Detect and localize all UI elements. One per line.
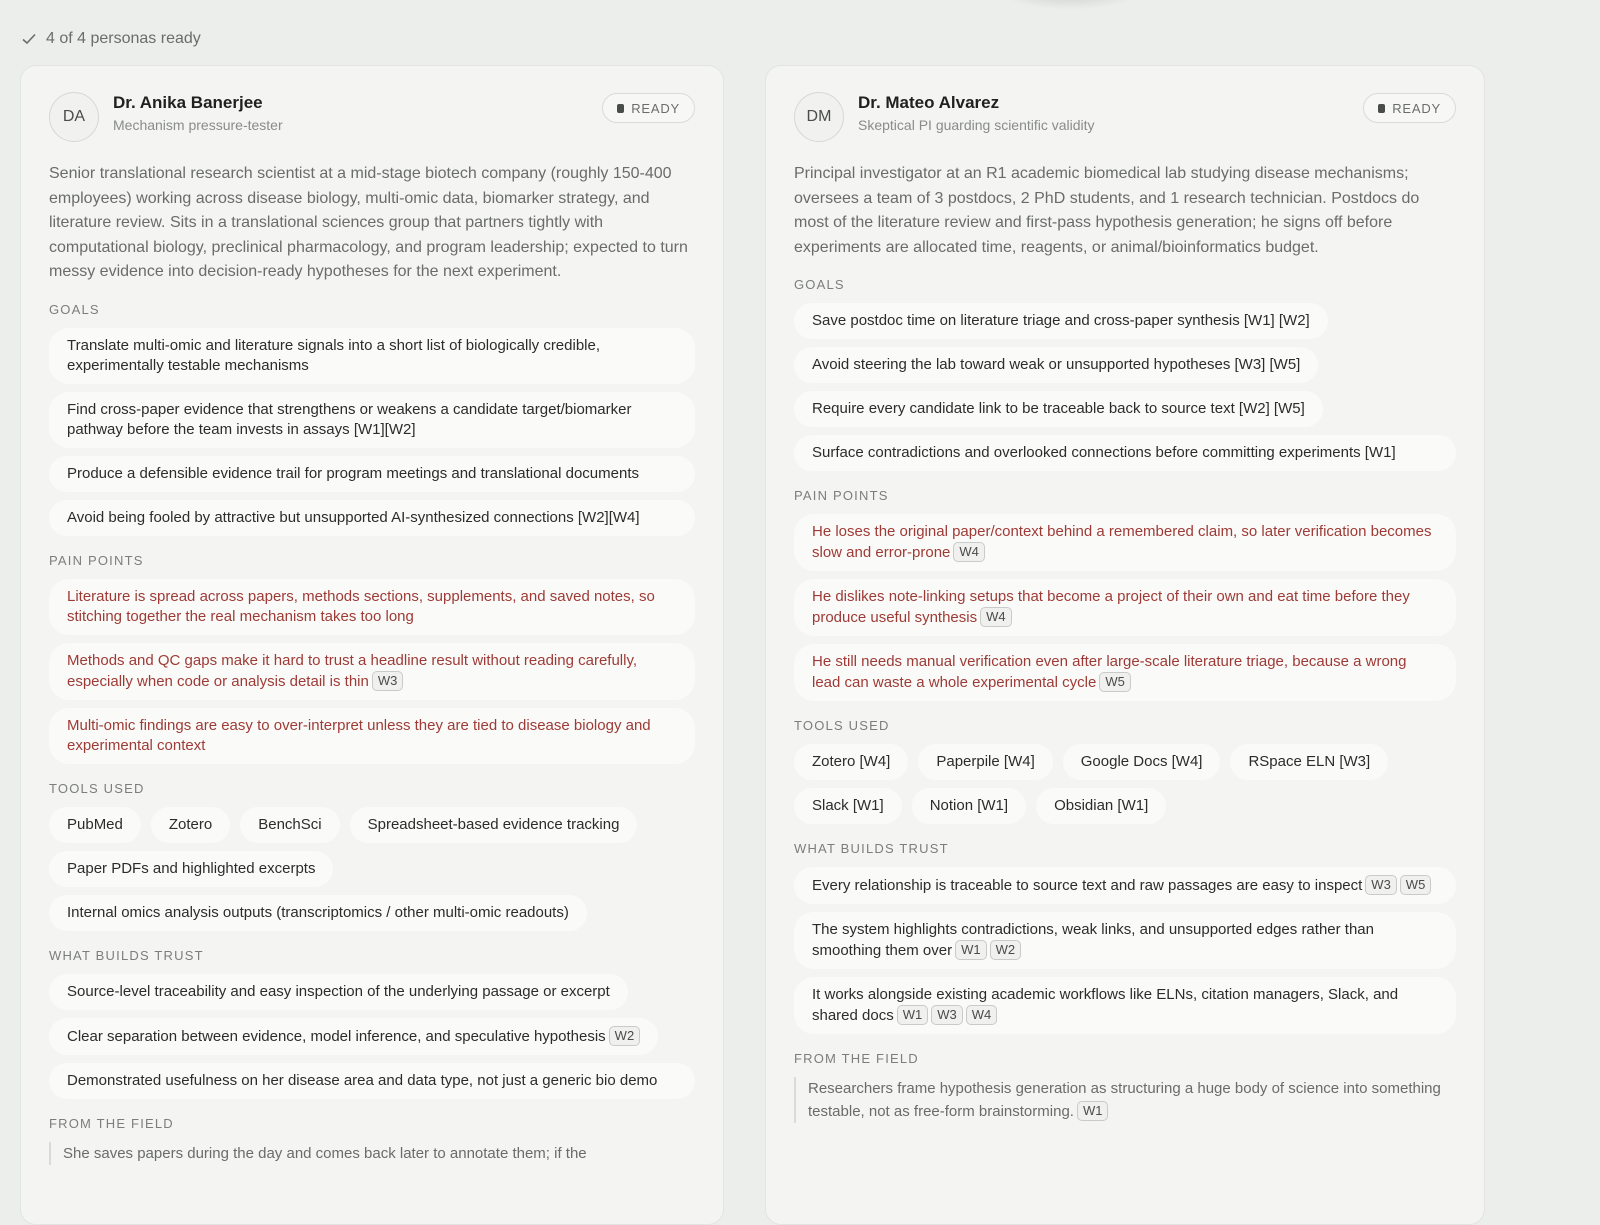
trust-item: [49, 1063, 695, 1099]
source-tag: W5: [1400, 875, 1432, 895]
field-heading: FROM THE FIELD: [49, 1115, 174, 1131]
persona-identity: [113, 92, 283, 133]
tools-list: [49, 807, 695, 931]
avatar: DA: [49, 92, 99, 142]
persona-name: Dr. Mateo Alvarez: [858, 93, 1000, 112]
trust-text: The system highlights contradictions, weak links, and unsupported edges rather than smoothing them over: [812, 921, 1374, 959]
field-heading: FROM THE FIELD: [794, 1051, 919, 1066]
goal-item: Produce a defensible evidence trail for program meetings and translational documents: [49, 456, 695, 492]
trust-text: Clear separation between evidence, model inference, and speculative hypothesis: [67, 1027, 606, 1045]
source-tag: W1: [897, 1005, 929, 1025]
status-badge-label: READY: [1392, 100, 1441, 116]
pain-point-item: [794, 579, 1456, 636]
tool-chip: Obsidian [W1]: [1036, 788, 1166, 824]
goals-list: [49, 328, 695, 536]
persona-card: [765, 65, 1485, 1225]
pain-point-item: [794, 514, 1456, 571]
goal-item: Find cross-paper evidence that strengthens or weakens a candidate target/biomarker pathway before the team invests in assays [W1][W2]: [49, 392, 695, 448]
trust-list: [49, 974, 695, 1099]
trust-item: [794, 867, 1456, 904]
trust-item: [794, 977, 1456, 1034]
persona-summary: Senior translational research scientist at a mid-stage biotech company (roughly 150-400 employees) working across disease biology, multi-omic data, biomarker strategy, and literature review. Sits in a translational sciences group that partners tightly with computational biology, preclinical pharmacology, and program leadership; expected to turn messy evidence into decision-ready hypotheses for the next experiment.: [49, 165, 688, 280]
avatar: DM: [794, 92, 844, 142]
persona-header: [49, 92, 695, 150]
field-quote-text: She saves papers during the day and comes back later to annotate them; if the: [63, 1144, 587, 1162]
pain-point-text: He dislikes note-linking setups that become a project of their own and eat time before they produce useful synthesis: [812, 588, 1410, 626]
goal-item: Save postdoc time on literature triage and cross-paper synthesis [W1] [W2]: [794, 303, 1328, 339]
goal-item: Translate multi-omic and literature signals into a short list of biologically credible, experimentally testable mechanisms: [49, 328, 695, 384]
pain-point-item: [49, 708, 695, 764]
pain-point-item: [49, 579, 695, 635]
source-tag: W3: [931, 1005, 963, 1025]
persona-card: [20, 65, 724, 1225]
trust-text: It works alongside existing academic workflows like ELNs, citation managers, Slack, and shared docs: [812, 986, 1399, 1024]
pain-point-item: [49, 643, 695, 700]
tool-chip: Spreadsheet-based evidence tracking: [350, 807, 638, 843]
source-tag: W3: [1365, 875, 1397, 895]
trust-text: Source-level traceability and easy inspection of the underlying passage or excerpt: [67, 982, 610, 1000]
pain-point-text: Literature is spread across papers, methods sections, supplements, and saved notes, so stitching together the real mechanism takes too long: [67, 587, 655, 625]
tool-chip: Slack [W1]: [794, 788, 902, 824]
tools-list: [794, 744, 1456, 824]
persona-identity: [858, 92, 1095, 133]
goal-item: Surface contradictions and overlooked connections before committing experiments [W1]: [794, 435, 1456, 471]
status-dot-icon: [617, 104, 624, 113]
trust-text: Demonstrated usefulness on her disease area and data type, not just a generic bio demo: [67, 1071, 658, 1089]
goal-item: Avoid steering the lab toward weak or unsupported hypotheses [W3] [W5]: [794, 347, 1318, 383]
pain-point-text: He still needs manual verification even after large-scale literature triage, because a wrong lead can waste a whole experimental cycle: [812, 653, 1407, 691]
source-tag: W1: [955, 940, 987, 960]
status-badge-label: READY: [631, 100, 680, 116]
status-badge: [1363, 93, 1456, 123]
field-quote: [794, 1077, 1456, 1123]
tool-chip: Internal omics analysis outputs (transcriptomics / other multi-omic readouts): [49, 895, 587, 931]
field-quote: [49, 1142, 695, 1165]
source-tag: W5: [1099, 672, 1131, 692]
goal-item: Avoid being fooled by attractive but unsupported AI-synthesized connections [W2][W4]: [49, 500, 695, 536]
check-icon: [20, 30, 38, 48]
tool-chip: Zotero [W4]: [794, 744, 908, 780]
goals-list: [794, 303, 1456, 471]
goal-item: Require every candidate link to be traceable back to source text [W2] [W5]: [794, 391, 1323, 427]
pain-points-heading: PAIN POINTS: [49, 552, 144, 568]
pain-point-text: Methods and QC gaps make it hard to trust a headline result without reading carefully, especially when code or analysis detail is thin: [67, 651, 638, 690]
persona-summary: Principal investigator at an R1 academic biomedical lab studying disease mechanisms; oversees a team of 3 postdocs, 2 PhD students, and 1 research technician. Postdocs do most of the literature review and first-pass hypothesis generation; he signs off before experiments are allocated time, reagents, or animal/bioinformatics budget.: [794, 165, 1420, 256]
trust-heading: WHAT BUILDS TRUST: [49, 947, 204, 963]
tool-chip: BenchSci: [240, 807, 339, 843]
tool-chip: Paperpile [W4]: [918, 744, 1052, 780]
pain-points-heading: PAIN POINTS: [794, 488, 889, 503]
goals-heading: GOALS: [49, 301, 100, 317]
trust-text: Every relationship is traceable to source text and raw passages are easy to inspect: [812, 877, 1363, 894]
source-tag: W2: [609, 1026, 641, 1046]
personas-status: [20, 30, 201, 48]
status-badge: [602, 93, 695, 123]
pain-point-text: Multi-omic findings are easy to over-interpret unless they are tied to disease biology and experimental context: [67, 716, 651, 754]
trust-list: [794, 867, 1456, 1034]
tool-chip: RSpace ELN [W3]: [1230, 744, 1388, 780]
source-tag: W4: [966, 1005, 998, 1025]
persona-name: Dr. Anika Banerjee: [113, 93, 263, 112]
goals-heading: GOALS: [794, 277, 845, 292]
status-text: 4 of 4 personas ready: [46, 30, 201, 47]
persona-role: Mechanism pressure-tester: [113, 117, 283, 133]
trust-heading: WHAT BUILDS TRUST: [794, 841, 949, 856]
trust-item: [794, 912, 1456, 969]
trust-item: [49, 974, 628, 1010]
source-tag: W3: [372, 671, 404, 691]
source-tag: W4: [953, 542, 985, 562]
trust-item: [49, 1018, 658, 1055]
tool-chip: Google Docs [W4]: [1063, 744, 1221, 780]
source-tag: W4: [980, 607, 1012, 627]
pain-points-list: [794, 514, 1456, 701]
tool-chip: PubMed: [49, 807, 141, 843]
persona-role: Skeptical PI guarding scientific validity: [858, 117, 1095, 133]
persona-header: [794, 92, 1456, 150]
pain-point-item: [794, 644, 1456, 701]
source-tag: W1: [1077, 1101, 1109, 1121]
source-tag: W2: [990, 940, 1022, 960]
tools-heading: TOOLS USED: [49, 780, 145, 796]
tool-chip: Zotero: [151, 807, 230, 843]
tool-chip: Paper PDFs and highlighted excerpts: [49, 851, 333, 887]
tools-heading: TOOLS USED: [794, 718, 890, 733]
top-shadow: [990, 0, 1150, 10]
pain-point-text: He loses the original paper/context behind a remembered claim, so later verification becomes slow and error-prone: [812, 523, 1432, 561]
tool-chip: Notion [W1]: [912, 788, 1026, 824]
pain-points-list: [49, 579, 695, 764]
status-dot-icon: [1378, 104, 1385, 113]
field-quote-text: Researchers frame hypothesis generation as structuring a huge body of science into something testable, not as free-form brainstorming.: [808, 1080, 1441, 1120]
